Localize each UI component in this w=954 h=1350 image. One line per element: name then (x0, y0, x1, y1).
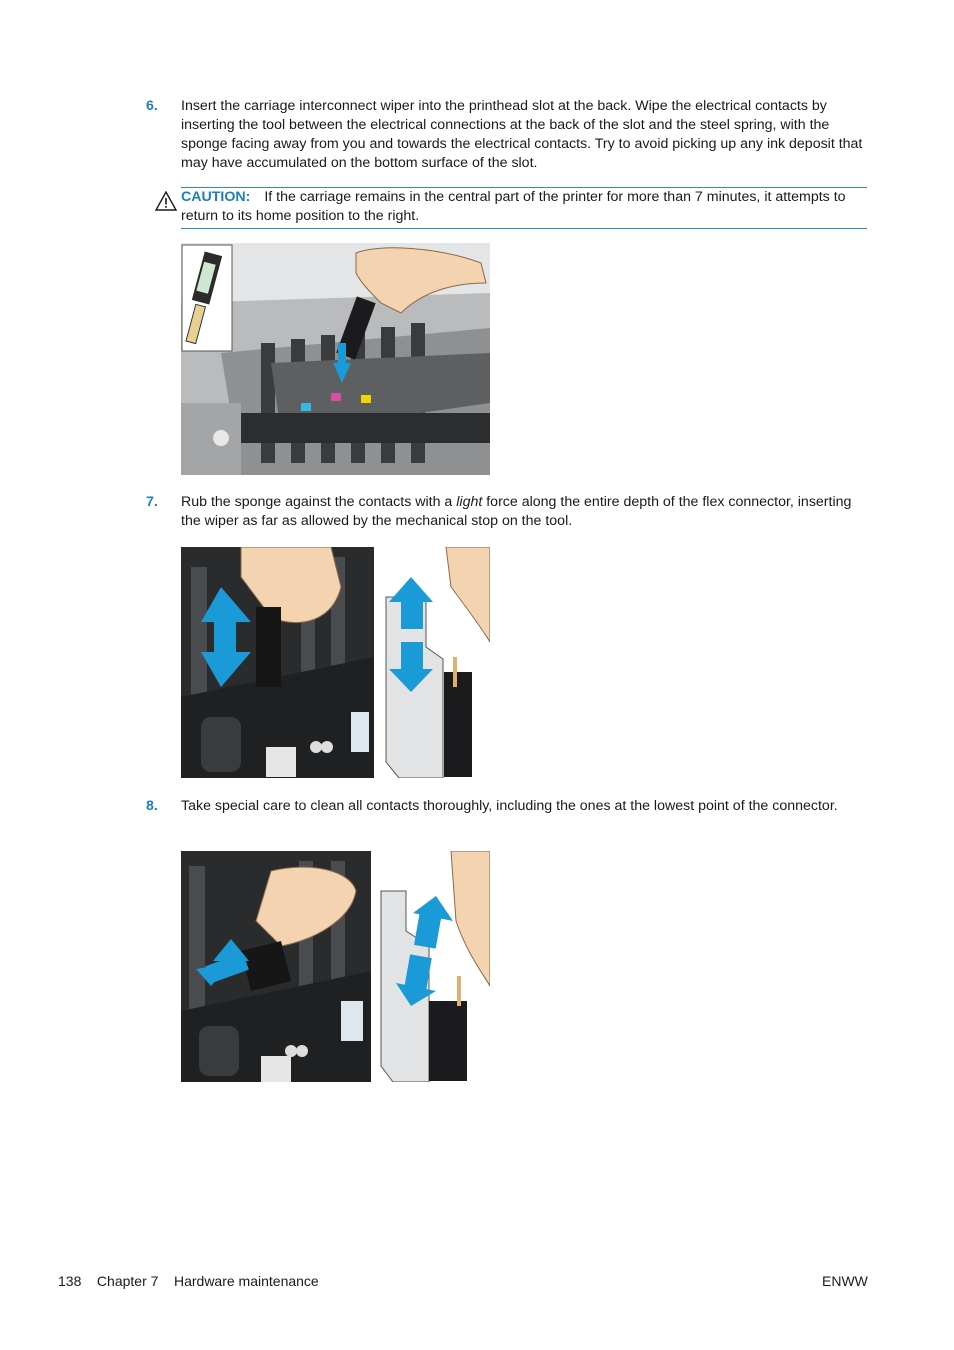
caution-box (181, 187, 867, 229)
rub-contacts-illustration (181, 547, 490, 778)
footer-left (58, 1272, 319, 1291)
step-text-after: force along the entire depth of the flex connector, inserting the wiper as far as allowed by the mechanical stop on the tool. (181, 494, 852, 529)
step-text-before: Rub the sponge against the contacts with a (181, 494, 457, 510)
step-text (181, 493, 871, 531)
warning-triangle-icon (155, 191, 177, 211)
step-number: 6. (146, 98, 158, 114)
chapter-label: Chapter 7 (96, 1273, 159, 1289)
step-text-emphasis: light (456, 494, 483, 510)
clean-contacts-illustration (181, 851, 490, 1082)
caution-label: CAUTION: (181, 189, 251, 205)
step-text: Take special care to clean all contacts thoroughly, including the ones at the lowest point of the connector. (181, 798, 838, 814)
figure-insert-wiper (181, 243, 490, 475)
footer-right: ENWW (822, 1273, 868, 1289)
figure-clean-lowest-contacts (181, 851, 490, 1082)
step-number: 7. (146, 494, 158, 510)
caution-body: If the carriage remains in the central part of the printer for more than 7 minutes, it attempts to return to its home position to the right. (181, 189, 846, 224)
printer-carriage-illustration (181, 243, 490, 475)
section-label: Hardware maintenance (173, 1273, 319, 1289)
figure-rub-contacts (181, 547, 490, 778)
caution-text (181, 188, 867, 226)
page-number: 138 (58, 1273, 82, 1289)
step-number: 8. (146, 798, 158, 814)
step-text: Insert the carriage interconnect wiper into the printhead slot at the back. Wipe the electrical contacts by inserting the tool between the electrical connections at the back of the slot and the steel spring, with the sponge facing away from you and towards the electrical contacts. Try to avoid picking up any ink deposit that may have accumulated on the bottom surface of the slot. (181, 98, 863, 171)
